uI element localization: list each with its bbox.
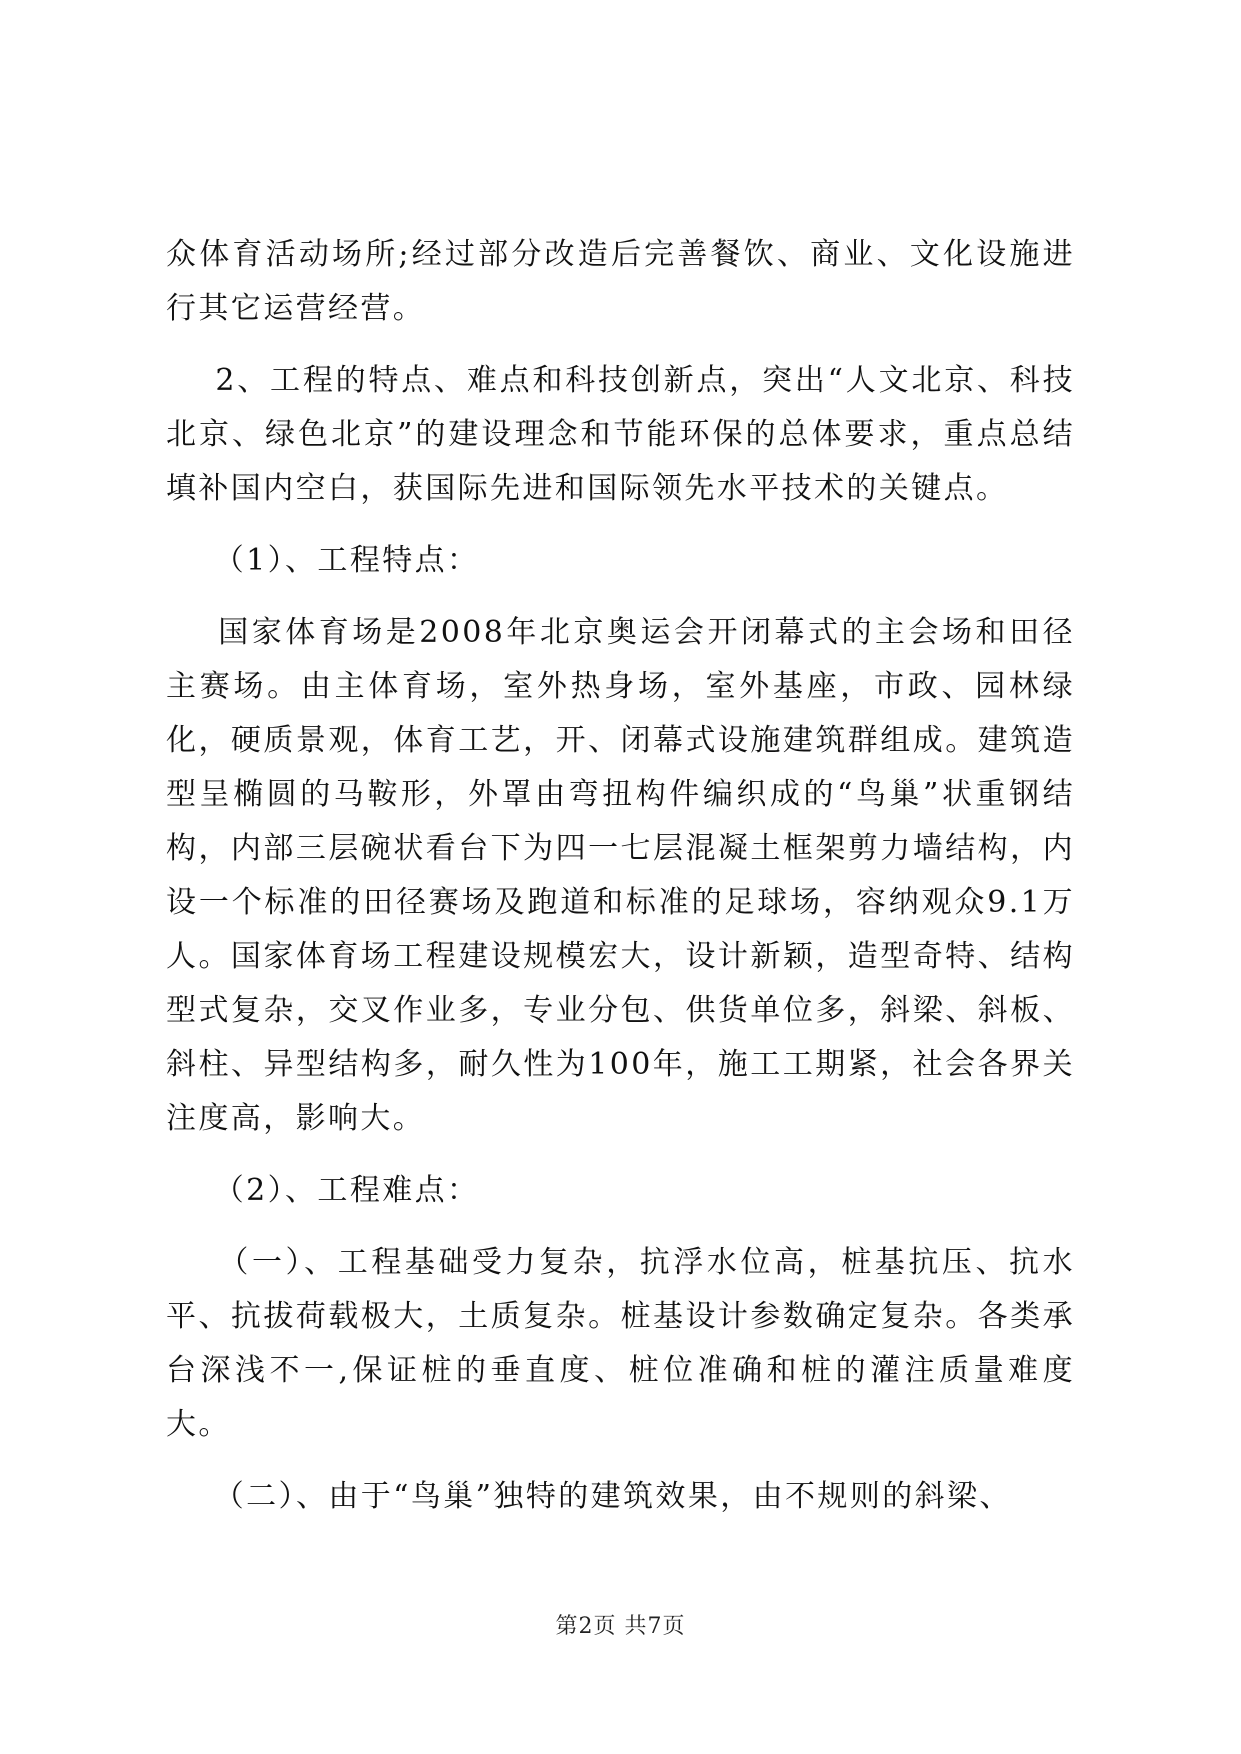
paragraph-engineering-features: 国家体育场是2008年北京奥运会开闭幕式的主会场和田径主赛场。由主体育场，室外热身场，室外基座，市政、园林绿化，硬质景观，体育工艺，开、闭幕式设施建筑群组成。建筑造型呈椭圆的马鞍形，外罩由弯扭构件编织成的“鸟巢”状重钢结构，内部三层碗状看台下为四一七层混凝土框架剪力墙结构，内设一个标准的田径赛场及跑道和标准的足球场，容纳观众9.1万人。国家体育场工程建设规模宏大，设计新颖，造型奇特、结构型式复杂，交叉作业多，专业分包、供货单位多，斜梁、斜板、斜柱、异型结构多，耐久性为100年，施工工期紧，社会各界关注度高，影响大。 [166,615,1075,1136]
document-body [166,228,1075,1524]
paragraph-difficulty-2: （二）、由于“鸟巢”独特的建筑效果，由不规则的斜梁、 [166,1479,1012,1514]
page-number-footer: 第2页 共7页 [555,1614,686,1639]
paragraph-continuation: 众体育活动场所;经过部分改造后完善餐饮、商业、文化设施进行其它运营经营。 [166,237,1075,326]
paragraph-difficulty-1: （一）、工程基础受力复杂，抗浮水位高，桩基抗压、抗水平、抗拔荷载极大，土质复杂。桩基设计参数确定复杂。各类承台深浅不一,保证桩的垂直度、桩位准确和桩的灌注质量难度大。 [166,1245,1075,1442]
paragraph-section-2: 2、工程的特点、难点和科技创新点，突出“人文北京、科技北京、绿色北京”的建设理念和节能环保的总体要求，重点总结填补国内空白，获国际先进和国际领先水平技术的关键点。 [166,363,1075,506]
heading-engineering-difficulties: （2）、工程难点： [166,1173,480,1208]
heading-engineering-features: （1）、工程特点： [166,543,480,578]
